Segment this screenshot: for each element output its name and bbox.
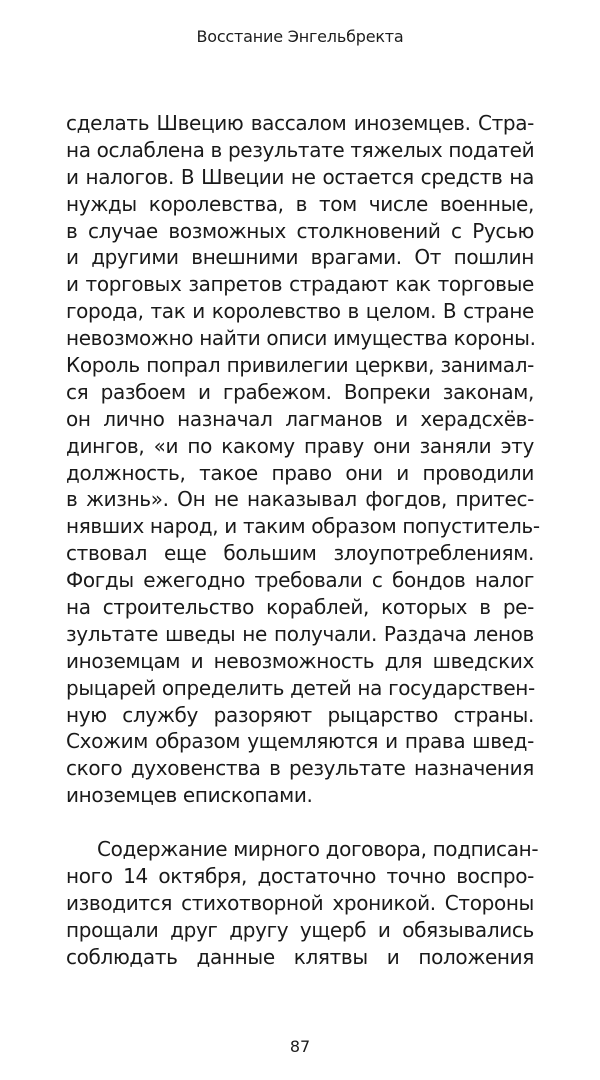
text-line: ского духовенства в результате назначения — [66, 756, 534, 781]
text-line: на ослаблена в результате тяжелых податей — [66, 137, 535, 162]
text-line: изводится стихотворной хроникой. Стороны — [66, 890, 534, 915]
text-line: в случае возможных столкновений с Русью — [66, 218, 534, 243]
text-line: невозможно найти описи имущества короны. — [66, 326, 536, 351]
text-line: и налогов. В Швеции не остается средств на — [66, 164, 534, 189]
paragraph-spacer — [66, 809, 534, 836]
text-line: в жизнь». Он не наказывал фогдов, притес- — [66, 487, 534, 512]
text-line: нужды королевства, в том числе военные, — [66, 191, 534, 216]
text-line: и торговых запретов страдают как торговые — [66, 272, 534, 297]
text-line: Содержание мирного договора, подписан- — [97, 837, 539, 862]
text-line: ную службу разоряют рыцарство страны. — [66, 702, 534, 727]
text-line: ся разбоем и грабежом. Вопреки законам, — [66, 379, 534, 404]
text-line: города, так и королевство в целом. В стране — [66, 299, 534, 324]
text-line: прощали друг другу ущерб и обязывались — [66, 917, 534, 942]
text-line: сделать Швецию вассалом иноземцев. Стра- — [66, 111, 534, 135]
text-line: ного 14 октября, достаточно точно воспро- — [66, 863, 534, 888]
text-line: рыцарей определить детей на государствен- — [66, 675, 535, 700]
text-line: на строительство кораблей, которых в ре- — [66, 595, 534, 620]
body-text — [66, 110, 540, 971]
text-line: нявших народ, и таким образом попуститель- — [66, 514, 540, 539]
text-line: иноземцам и невозможность для шведских — [66, 648, 534, 673]
text-line: он лично назначал лагманов и херадсхёв- — [66, 406, 534, 431]
text-line: иноземцев епископами. — [66, 783, 313, 808]
paragraph-2 — [66, 836, 539, 970]
text-line: зультате шведы не получали. Раздача ленов — [66, 621, 534, 646]
paragraph-1 — [66, 110, 540, 809]
text-line: Фогды ежегодно требовали с бондов налог — [66, 568, 534, 593]
page-number: 87 — [289, 1037, 311, 1056]
text-line: Схожим образом ущемляются и права швед- — [66, 729, 534, 754]
text-line: дингов, «и по какому праву они заняли эту — [66, 433, 534, 458]
text-line: и другими внешними врагами. От пошлин — [66, 245, 534, 270]
text-line: ствовал еще большим злоупотреблениям. — [66, 541, 534, 566]
running-head-title: Восстание Энгельбректа — [196, 27, 404, 46]
text-line: Король попрал привилегии церкви, занимал- — [66, 353, 534, 378]
text-line: соблюдать данные клятвы и положения — [66, 944, 534, 969]
text-line: должность, такое право они и проводили — [66, 460, 534, 485]
